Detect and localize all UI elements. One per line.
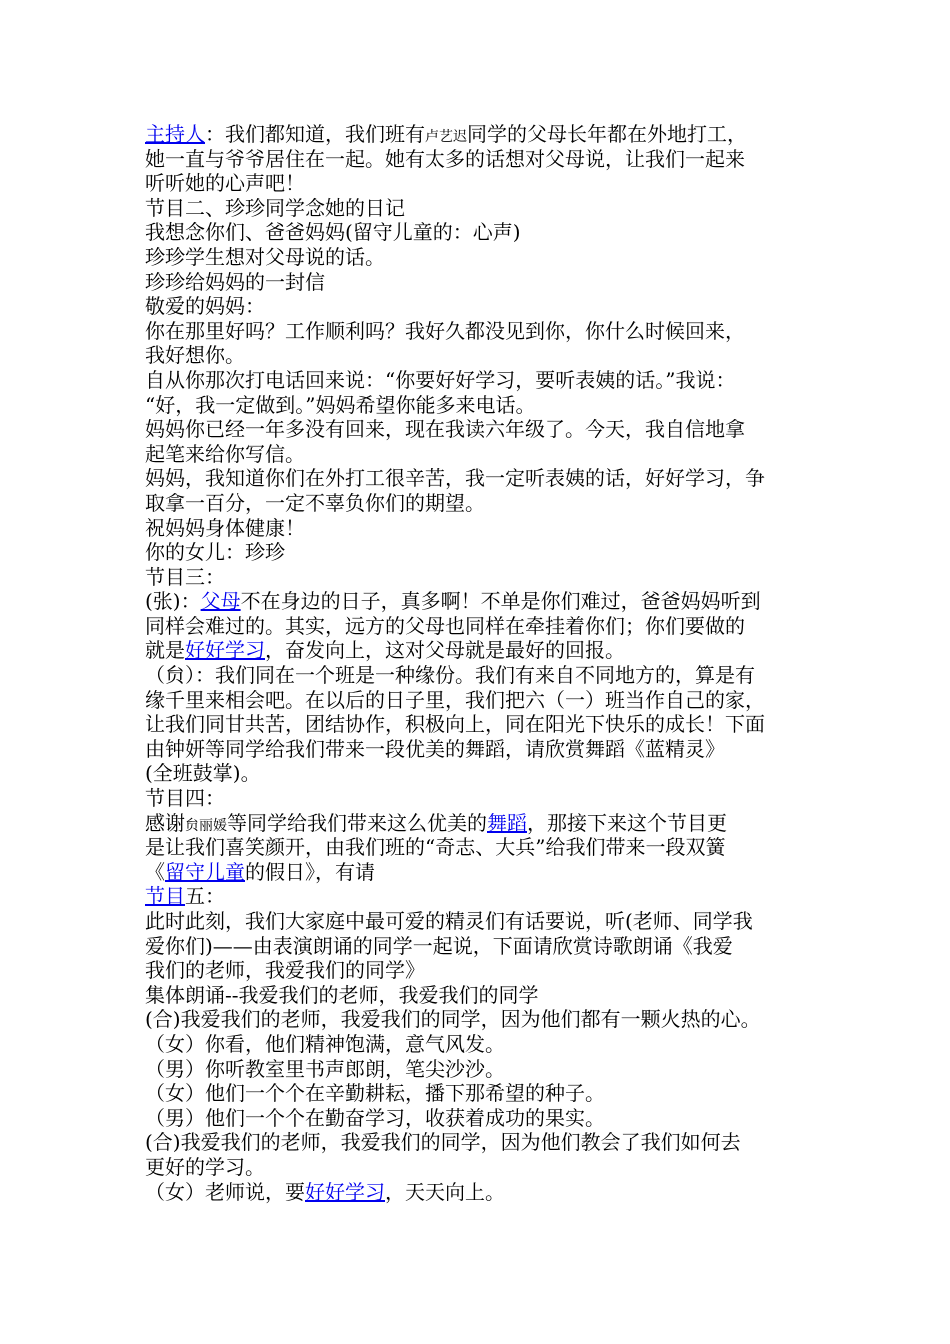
text-line: [145, 1007, 815, 1032]
text-line: [145, 835, 815, 860]
text-segment: （女）老师说，要: [145, 1179, 305, 1204]
text-line: [145, 442, 815, 467]
text-line: [145, 688, 815, 713]
text-line: [145, 1081, 815, 1106]
text-line: [145, 934, 815, 959]
text-line: [145, 860, 815, 885]
text-line: [145, 343, 815, 368]
text-segment: 让我们同甘共苦，团结协作，积极向上，同在阳光下快乐的成长！下面: [145, 712, 765, 737]
hyperlink[interactable]: 主持人: [145, 122, 205, 146]
text-line: [145, 1130, 815, 1155]
text-segment: 节目四：: [145, 786, 225, 811]
text-segment: 爱你们)——由表演朗诵的同学一起说，下面请欣赏诗歌朗诵《我爱: [145, 933, 733, 958]
text-line: [145, 1106, 815, 1131]
text-segment: 等同学给我们带来这么优美的: [227, 810, 487, 835]
text-line: [145, 245, 815, 270]
hyperlink[interactable]: 留守儿童: [165, 859, 245, 884]
small-name-text: 卢艺迟: [425, 129, 467, 145]
text-segment: （贠）：我们同在一个班是一种缘份。我们有来自不同地方的，算是有: [145, 663, 755, 688]
text-segment: 节目二、珍珍同学念她的日记: [145, 195, 405, 220]
text-segment: 的假日》，有请: [245, 859, 375, 884]
text-segment: (合)我爱我们的老师，我爱我们的同学，因为他们教会了我们如何去: [145, 1130, 741, 1155]
text-line: [145, 737, 815, 762]
text-line: [145, 958, 815, 983]
text-segment: 《: [145, 859, 165, 884]
text-segment: 珍珍给妈妈的一封信: [145, 269, 325, 294]
text-segment: 她一直与爷爷居住在一起。她有太多的话想对父母说，让我们一起来: [145, 146, 745, 171]
text-segment: 节目三：: [145, 564, 225, 589]
text-segment: 自从你那次打电话回来说：“你要好好学习，要听表姨的话。”我说：: [145, 367, 736, 392]
text-line: [145, 884, 815, 909]
text-line: [145, 565, 815, 590]
text-line: [145, 516, 815, 541]
text-segment: (合)我爱我们的老师，我爱我们的同学，因为他们都有一颗火热的心。: [145, 1007, 761, 1032]
text-segment: 由钟妍等同学给我们带来一段优美的舞蹈，请欣赏舞蹈《蓝精灵》: [145, 736, 725, 761]
text-line: [145, 393, 815, 418]
text-line: [145, 983, 815, 1008]
text-line: [145, 466, 815, 491]
text-segment: (全班鼓掌)。: [145, 761, 261, 786]
text-line: [145, 122, 815, 147]
text-segment: (张)：: [145, 589, 201, 614]
text-line: [145, 196, 815, 221]
text-line: [145, 294, 815, 319]
text-segment: 是让我们喜笑颜开，由我们班的“奇志、大兵”给我们带来一段双簧: [145, 835, 726, 860]
text-line: [145, 1180, 815, 1205]
text-line: [145, 417, 815, 442]
text-segment: （男）他们一个个在勤奋学习，收获着成功的果实。: [145, 1105, 605, 1130]
text-segment: 妈妈，我知道你们在外打工很辛苦，我一定听表姨的话，好好学习，争: [145, 466, 765, 491]
text-line: [145, 909, 815, 934]
text-segment: （女）你看，他们精神饱满，意气风发。: [145, 1031, 505, 1056]
hyperlink[interactable]: 节目: [145, 884, 185, 909]
text-line: [145, 491, 815, 516]
text-segment: 祝妈妈身体健康！: [145, 515, 305, 540]
text-segment: 更好的学习。: [145, 1154, 265, 1179]
text-segment: 缘千里来相会吧。在以后的日子里，我们把六（一）班当作自己的家，: [145, 687, 765, 712]
text-line: [145, 270, 815, 295]
text-line: [145, 614, 815, 639]
text-segment: （男）你听教室里书声郎朗，笔尖沙沙。: [145, 1056, 505, 1081]
text-segment: 我想念你们、爸爸妈妈(留守儿童的：心声): [145, 220, 521, 245]
text-line: [145, 589, 815, 614]
text-line: [145, 761, 815, 786]
text-line: [145, 368, 815, 393]
text-segment: 敬爱的妈妈：: [145, 294, 265, 319]
text-line: [145, 319, 815, 344]
text-segment: ，奋发向上，这对父母就是最好的回报。: [265, 638, 625, 663]
text-segment: 感谢: [145, 810, 185, 835]
text-segment: 起笔来给你写信。: [145, 441, 305, 466]
text-segment: ：我们都知道，我们班有: [205, 122, 425, 146]
text-segment: 集体朗诵--我爱我们的老师，我爱我们的同学: [145, 982, 539, 1007]
text-segment: ，天天向上。: [385, 1179, 505, 1204]
text-line: [145, 147, 815, 172]
text-segment: 我好想你。: [145, 343, 245, 368]
text-segment: 不在身边的日子，真多啊！不单是你们难过，爸爸妈妈听到: [240, 589, 761, 614]
text-segment: 五：: [185, 884, 225, 909]
text-segment: 此时此刻，我们大家庭中最可爱的精灵们有话要说，听(老师、同学我: [145, 909, 753, 933]
text-segment: ，那接下来这个节目更: [527, 810, 727, 835]
text-segment: 妈妈你已经一年多没有回来，现在我读六年级了。今天，我自信地拿: [145, 417, 745, 442]
text-segment: 珍珍学生想对父母说的话。: [145, 244, 385, 269]
document-body: [145, 122, 815, 1204]
hyperlink[interactable]: 父母: [200, 589, 241, 614]
text-line: [145, 540, 815, 565]
text-segment: （女）他们一个个在辛勤耕耘，播下那希望的种子。: [145, 1081, 605, 1106]
text-line: [145, 663, 815, 688]
text-segment: 我们的老师，我爱我们的同学》: [145, 958, 425, 983]
text-line: [145, 1057, 815, 1082]
text-line: [145, 811, 815, 836]
text-line: [145, 220, 815, 245]
text-segment: 同样会难过的。其实，远方的父母也同样在牵挂着你们；你们要做的: [145, 613, 745, 638]
text-segment: 你的女儿：珍珍: [145, 540, 285, 565]
text-line: [145, 638, 815, 663]
text-segment: 取拿一百分，一定不辜负你们的期望。: [145, 490, 485, 515]
text-line: [145, 712, 815, 737]
text-segment: 你在那里好吗？工作顺利吗？我好久都没见到你，你什么时候回来，: [145, 318, 745, 343]
text-line: [145, 1155, 815, 1180]
text-segment: “好，我一定做到。”妈妈希望你能多来电话。: [145, 392, 536, 417]
hyperlink[interactable]: 好好学习: [185, 638, 265, 663]
hyperlink[interactable]: 好好学习: [305, 1179, 385, 1204]
text-line: [145, 786, 815, 811]
text-segment: 同学的父母长年都在外地打工，: [467, 122, 747, 146]
small-name-text: 贠丽媛: [185, 817, 227, 834]
text-segment: 听听她的心声吧！: [145, 171, 305, 196]
hyperlink[interactable]: 舞蹈: [487, 810, 527, 835]
text-line: [145, 171, 815, 196]
text-segment: 就是: [145, 638, 185, 663]
text-line: [145, 1032, 815, 1057]
